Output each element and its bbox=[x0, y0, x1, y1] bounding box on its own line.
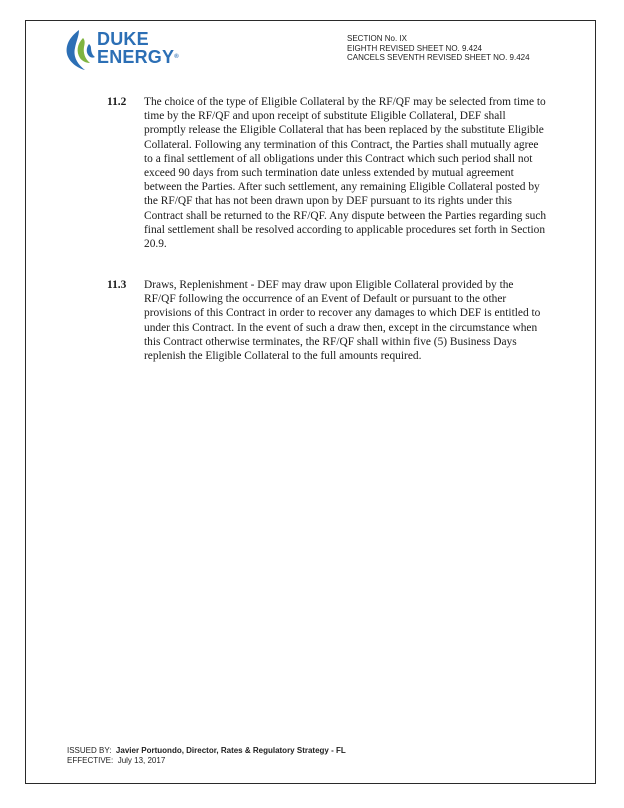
footer bbox=[67, 746, 346, 765]
clause-11-2 bbox=[107, 95, 547, 251]
section-header bbox=[347, 34, 530, 63]
duke-energy-flame-icon bbox=[63, 28, 97, 72]
section-number: SECTION No. IX bbox=[347, 34, 408, 43]
clause-text: Draws, Replenishment - DEF may draw upon Eligible Collateral provided by the RF/QF following the occurrence of an Event of Default or pursuant to the other provisions of this Contract in order to recover any damages to which DEF is entitled to under this Contract. In the event of such a draw then, except in the circumstance when this Contract otherwise terminates, the RF/QF shall within five (5) Business Days replenish the Eligible Collateral to the full amounts required. bbox=[144, 279, 541, 363]
cancels-sheet-number: CANCELS SEVENTH REVISED SHEET NO. 9.424 bbox=[347, 53, 530, 62]
clause-number: 11.2 bbox=[107, 96, 127, 108]
clause-11-3 bbox=[107, 278, 547, 363]
duke-energy-logo bbox=[63, 28, 193, 76]
logo-word-energy-text: ENERGY bbox=[97, 47, 175, 67]
clause-number: 11.3 bbox=[107, 279, 127, 291]
effective-line bbox=[67, 756, 346, 766]
issued-by-line bbox=[67, 746, 346, 756]
logo-word-duke: DUKE bbox=[97, 29, 149, 49]
issued-by-label: ISSUED BY: bbox=[67, 746, 112, 755]
clause-text: The choice of the type of Eligible Collateral by the RF/QF may be selected from time to time by the RF/QF and upon receipt of substitute Eligible Collateral, DEF shall promptly release the Eligible Collateral that has been replaced by the substitute Eligible Collateral. Following any termination of this Contract, the Parties shall mutually agree to a final settlement of all obligations under this Contract which such period shall not exceed 90 days from such termination date unless extended by mutual agreement between the Parties. After such settlement, any remaining Eligible Collateral posted by the RF/QF that has not been drawn upon by DEF pursuant to its rights under this Contract shall be returned to the RF/QF. Any dispute between the Parties regarding such final settlement shall be resolved according to applicable procedures set forth in Section 20.9. bbox=[144, 96, 547, 251]
revised-sheet-number: EIGHTH REVISED SHEET NO. 9.424 bbox=[347, 43, 483, 53]
logo-word-energy bbox=[97, 48, 179, 66]
registered-mark: ® bbox=[174, 54, 179, 60]
issued-by-name: Javier Portuondo, Director, Rates & Regulatory Strategy - FL bbox=[115, 746, 346, 755]
effective-date: July 13, 2017 bbox=[117, 755, 166, 765]
effective-label: EFFECTIVE: bbox=[67, 755, 114, 765]
